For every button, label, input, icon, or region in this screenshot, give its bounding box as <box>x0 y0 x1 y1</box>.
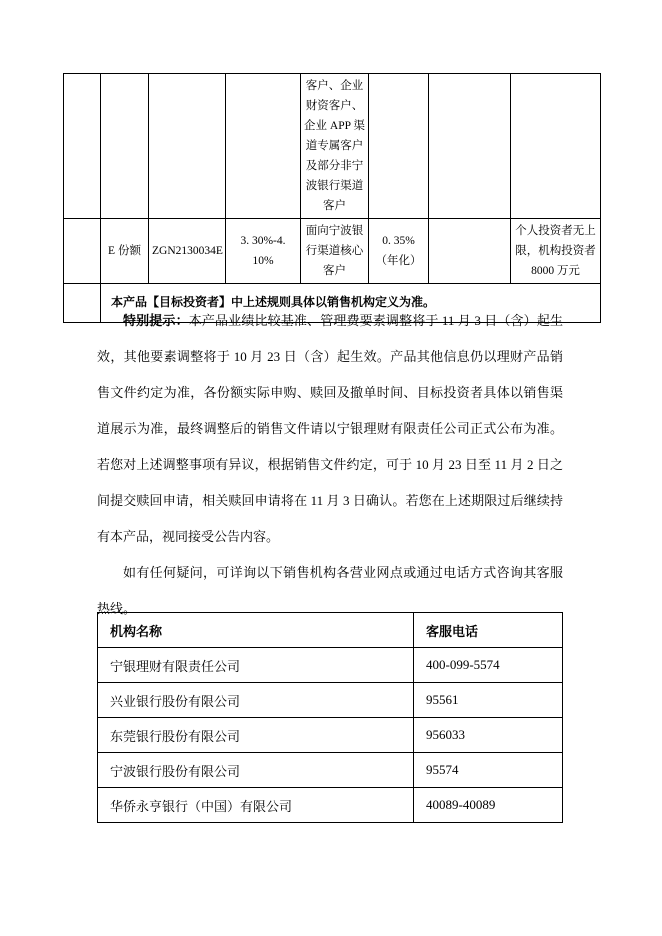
table-row <box>64 219 601 284</box>
body-text-block <box>97 303 563 627</box>
management-fee-value: 0. 35% <box>382 235 415 247</box>
cell-product-code <box>149 74 226 219</box>
table-row <box>98 648 563 683</box>
cell-institution-name: 宁波银行股份有限公司 <box>98 753 414 788</box>
product-share-table <box>63 73 601 323</box>
cell-investment-limit: 个人投资者无上限，机构投资者 8000 万元 <box>511 219 601 284</box>
cell-extra <box>429 74 511 219</box>
table-header-row <box>98 613 563 648</box>
special-notice-label: 特别提示： <box>123 313 189 328</box>
table-row <box>64 74 601 219</box>
special-notice-paragraph <box>97 303 563 555</box>
table-row <box>98 683 563 718</box>
cell-institution-name: 华侨永亨银行（中国）有限公司 <box>98 788 414 823</box>
table-row <box>98 718 563 753</box>
cell-benchmark: 3. 30%-4. 10% <box>226 219 301 284</box>
inquiry-paragraph: 如有任何疑问，可详询以下销售机构各营业网点或通过电话方式咨询其客服热线。 <box>97 565 563 616</box>
special-notice-body: 本产品业绩比较基准、管理费要素调整将于 11 月 3 日（含）起生效，其他要素调整将于 10 月 23 日（含）起生效。产品其他信息仍以理财产品销售文件约定为准，各份额实际申购、赎回及撤单时间、目标投资者具体以销售渠道展示为准，最终调整后的销售文件请以宁银理财有限责任公司正式公布为准。若您对上述调整事项有异议，根据销售文件约定，可于 10 月 23 日至 11 月 2 日之间提交赎回申请，相关赎回申请将在 11 月 3 日确认。若您在上述期限过后继续持有本产品，视同接受公告内容。 <box>97 313 563 544</box>
cell-management-fee <box>369 219 429 284</box>
management-fee-unit: （年化） <box>375 255 422 267</box>
table-footnote: 本产品【目标投资者】中上述规则具体以销售机构定义为准。 <box>101 284 601 323</box>
column-header-institution: 机构名称 <box>98 613 414 648</box>
cell-hotline: 400-099-5574 <box>414 648 563 683</box>
cell-index <box>64 219 101 284</box>
cell-hotline: 95561 <box>414 683 563 718</box>
column-header-hotline: 客服电话 <box>414 613 563 648</box>
cell-institution-name: 宁银理财有限责任公司 <box>98 648 414 683</box>
cell-share-class: E 份额 <box>101 219 149 284</box>
cell-index <box>64 74 101 219</box>
cell-target-investor: 客户、企业财资客户、企业 APP 渠道专属客户及部分非宁波银行渠道客户 <box>301 74 369 219</box>
cell-extra <box>429 219 511 284</box>
table-row <box>98 753 563 788</box>
sales-institution-contact-table <box>97 612 563 823</box>
table-row <box>98 788 563 823</box>
cell-institution-name: 东莞银行股份有限公司 <box>98 718 414 753</box>
cell-target-investor: 面向宁波银行渠道核心客户 <box>301 219 369 284</box>
cell-product-code: ZGN2130034E <box>149 219 226 284</box>
cell-investment-limit <box>511 74 601 219</box>
cell-hotline: 956033 <box>414 718 563 753</box>
cell-index-spacer <box>64 284 101 323</box>
cell-hotline: 95574 <box>414 753 563 788</box>
cell-institution-name: 兴业银行股份有限公司 <box>98 683 414 718</box>
cell-hotline: 40089-40089 <box>414 788 563 823</box>
cell-management-fee <box>369 74 429 219</box>
cell-benchmark <box>226 74 301 219</box>
cell-share-class <box>101 74 149 219</box>
